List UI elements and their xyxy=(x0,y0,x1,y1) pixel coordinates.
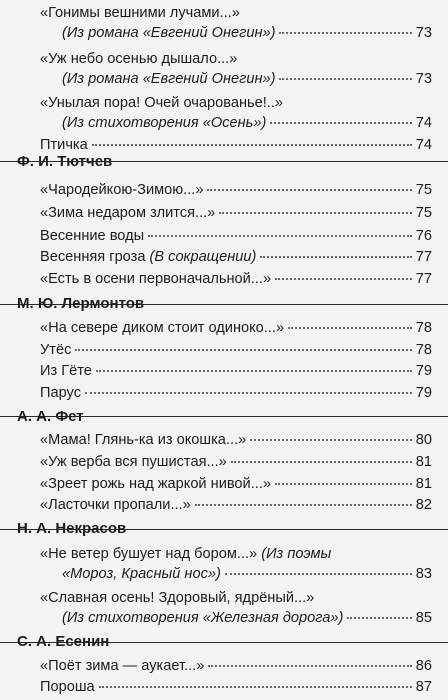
leader-dots xyxy=(279,77,411,80)
author-heading: Ф. И. Тютчев xyxy=(17,153,113,170)
toc-page-number: 82 xyxy=(415,497,432,513)
toc-page-number: 74 xyxy=(415,137,432,153)
leader-dots xyxy=(207,188,411,191)
author-heading: А. А. Фет xyxy=(17,408,84,425)
toc-page-number: 73 xyxy=(415,25,432,41)
toc-page-number: 76 xyxy=(415,228,432,244)
author-heading: Н. А. Некрасов xyxy=(17,520,127,537)
leader-dots xyxy=(279,31,411,34)
toc-entry xyxy=(40,656,432,676)
toc-title: Пороша xyxy=(40,679,95,695)
toc-title: «Зима недаром злится...» xyxy=(40,205,216,221)
toc-entry xyxy=(40,544,432,584)
toc-page-number: 79 xyxy=(415,385,432,401)
leader-dots xyxy=(288,326,412,329)
toc-page-number: 81 xyxy=(415,476,432,492)
toc-source: (Из стихотворения «Осень») xyxy=(62,115,267,131)
toc-title: Весенняя гроза (В сокращении) xyxy=(40,249,257,265)
toc-entry xyxy=(40,474,432,494)
toc-page-number: 77 xyxy=(415,271,432,287)
toc-page-number: 77 xyxy=(415,249,432,265)
toc-page-number: 73 xyxy=(415,71,432,87)
toc-source: (Из романа «Евгений Онегин») xyxy=(62,25,276,41)
toc-entry xyxy=(40,452,432,472)
leader-dots xyxy=(275,277,412,280)
toc-title: «Не ветер бушует над бором...» (Из поэмы xyxy=(40,546,332,562)
toc-entry xyxy=(40,677,432,697)
toc-entry xyxy=(40,495,432,515)
toc-title: Птичка xyxy=(40,137,88,153)
toc-entry xyxy=(40,318,432,338)
toc-entry xyxy=(40,49,432,89)
leader-dots xyxy=(195,503,412,506)
toc-page-number: 75 xyxy=(415,182,432,198)
toc-title: «Гонимы вешними лучами...» xyxy=(40,5,240,21)
toc-entry xyxy=(40,180,432,200)
toc-page-number: 85 xyxy=(415,610,432,626)
toc-entry xyxy=(40,430,432,450)
leader-dots xyxy=(270,121,411,124)
toc-page-number: 75 xyxy=(415,205,432,221)
toc-title: «Уж верба вся пушистая...» xyxy=(40,454,227,470)
toc-title: «На севере диком стоит одиноко...» xyxy=(40,320,285,336)
leader-dots xyxy=(96,369,412,372)
toc-title: Весенние воды xyxy=(40,228,145,244)
author-heading: М. Ю. Лермонтов xyxy=(17,295,145,312)
toc-page-number: 87 xyxy=(415,679,432,695)
leader-dots xyxy=(225,572,412,575)
toc-source: (Из романа «Евгений Онегин») xyxy=(62,71,276,87)
toc-page-number: 74 xyxy=(415,115,432,131)
toc-page-number: 80 xyxy=(415,432,432,448)
leader-dots xyxy=(231,460,412,463)
toc-title: «Славная осень! Здоровый, ядрёный...» xyxy=(40,590,315,606)
toc-title: «Есть в осени первоначальной...» xyxy=(40,271,272,287)
toc-title: «Унылая пора! Очей очарованье!..» xyxy=(40,95,284,111)
toc-page-number: 83 xyxy=(415,566,432,582)
toc-page-number: 81 xyxy=(415,454,432,470)
toc-entry xyxy=(40,340,432,360)
leader-dots xyxy=(92,143,412,146)
toc-title: «Ласточки пропали...» xyxy=(40,497,191,513)
toc-entry xyxy=(40,3,432,43)
leader-dots xyxy=(208,664,411,667)
toc-entry xyxy=(40,383,432,403)
leader-dots xyxy=(275,482,412,485)
toc-title: «Мама! Глянь-ка из окошка...» xyxy=(40,432,247,448)
toc-page-number: 86 xyxy=(415,658,432,674)
toc-entry xyxy=(40,226,432,246)
leader-dots xyxy=(148,234,412,237)
toc-entry xyxy=(40,247,432,267)
toc-title: «Зреет рожь над жаркой нивой...» xyxy=(40,476,271,492)
toc-source: (Из стихотворения «Железная дорога») xyxy=(62,610,344,626)
toc-title: Парус xyxy=(40,385,81,401)
toc-title: «Уж небо осенью дышало...» xyxy=(40,51,238,67)
leader-dots xyxy=(75,348,411,351)
author-heading: С. А. Есенин xyxy=(17,633,110,650)
toc-title: «Поёт зима — аукает...» xyxy=(40,658,205,674)
leader-dots xyxy=(250,438,412,441)
toc-title: «Чародейкою-Зимою...» xyxy=(40,182,204,198)
toc-entry xyxy=(40,203,432,223)
toc-title: Утёс xyxy=(40,342,72,358)
toc-title: Из Гёте xyxy=(40,363,92,379)
leader-dots xyxy=(347,616,411,619)
toc-page-number: 79 xyxy=(415,363,432,379)
leader-dots xyxy=(219,211,411,214)
toc-entry xyxy=(40,93,432,133)
leader-dots xyxy=(85,391,412,394)
leader-dots xyxy=(260,255,411,258)
toc-entry xyxy=(40,361,432,381)
leader-dots xyxy=(99,685,412,688)
toc-entry xyxy=(40,269,432,289)
toc-page-number: 78 xyxy=(415,320,432,336)
toc-page-number: 78 xyxy=(415,342,432,358)
toc-entry xyxy=(40,588,432,628)
toc-source: «Мороз, Красный нос») xyxy=(62,566,221,582)
